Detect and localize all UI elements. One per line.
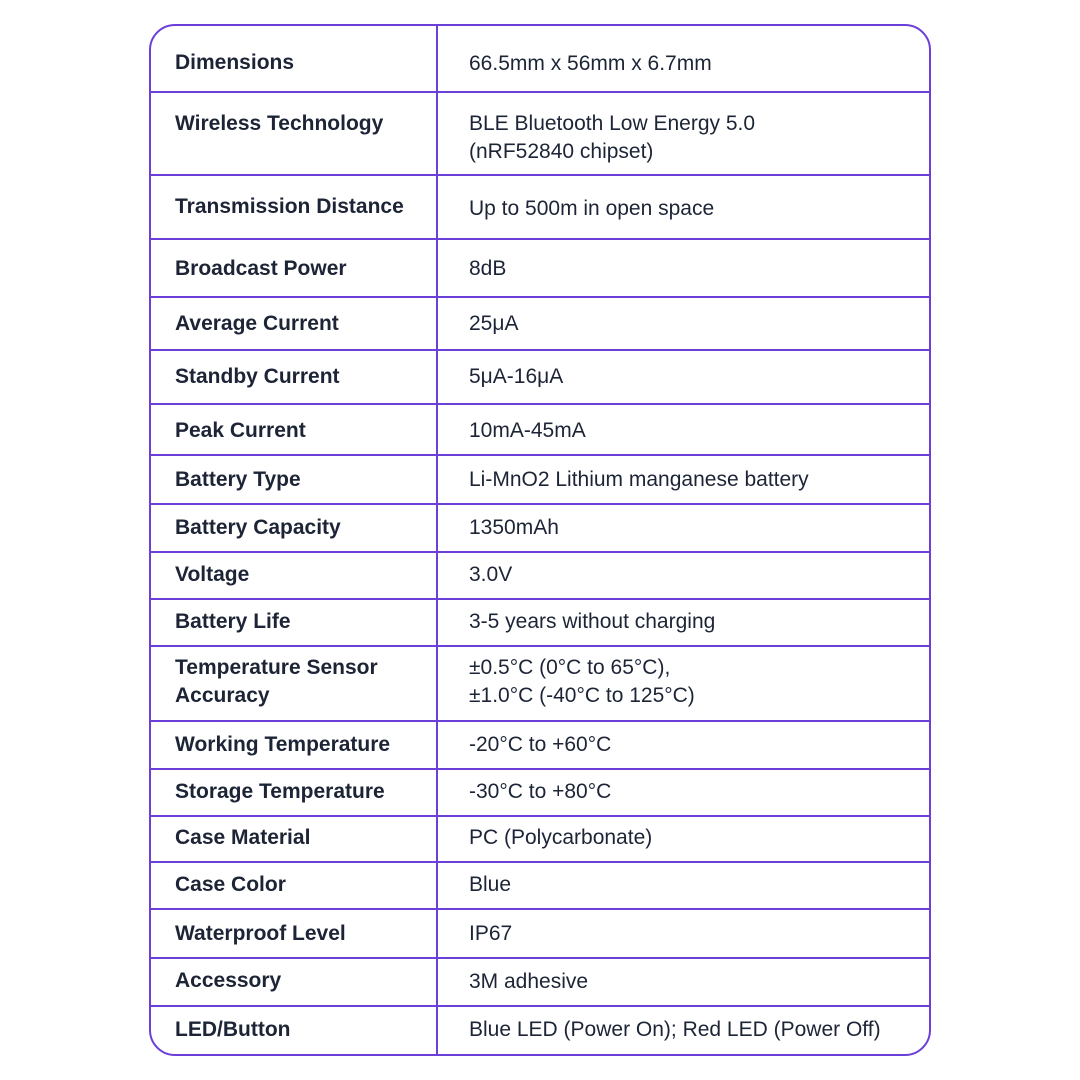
spec-label: Transmission Distance (175, 195, 404, 218)
spec-label: Working Temperature (175, 733, 391, 756)
spec-value: ±0.5°C (0°C to 65°C), ±1.0°C (-40°C to 125°C) (469, 656, 695, 707)
spec-label: Broadcast Power (175, 257, 347, 280)
spec-row-accessory (151, 959, 929, 1007)
spec-row-led-button (151, 1007, 929, 1054)
spec-value: 3M adhesive (469, 970, 589, 993)
spec-label: Case Color (175, 873, 286, 896)
spec-row-case-color (151, 863, 929, 910)
spec-value: 25μA (469, 312, 519, 335)
spec-row-transmission-distance (151, 176, 929, 240)
spec-label: Voltage (175, 563, 250, 586)
spec-value: -20°C to +60°C (469, 733, 612, 756)
spec-value: 66.5mm x 56mm x 6.7mm (469, 52, 712, 75)
spec-label: Case Material (175, 826, 311, 849)
spec-row-broadcast-power (151, 240, 929, 298)
spec-value: Blue LED (Power On); Red LED (Power Off) (469, 1018, 881, 1041)
spec-row-wireless-technology (151, 93, 929, 176)
spec-table (149, 24, 931, 1056)
spec-label: Waterproof Level (175, 922, 346, 945)
spec-value: 3-5 years without charging (469, 610, 716, 633)
spec-label: Storage Temperature (175, 780, 385, 803)
spec-row-waterproof-level (151, 910, 929, 959)
spec-label: Standby Current (175, 365, 340, 388)
spec-value: 10mA-45mA (469, 419, 586, 442)
spec-label: Battery Capacity (175, 516, 341, 539)
spec-row-battery-type (151, 456, 929, 505)
spec-value: Blue (469, 873, 512, 896)
spec-row-peak-current (151, 405, 929, 456)
spec-value: 8dB (469, 257, 507, 280)
spec-label: Peak Current (175, 419, 306, 442)
spec-label: Average Current (175, 312, 339, 335)
spec-row-battery-life (151, 600, 929, 647)
spec-value: Up to 500m in open space (469, 197, 715, 220)
spec-label: Accessory (175, 969, 282, 992)
spec-label: Battery Life (175, 610, 291, 633)
spec-row-battery-capacity (151, 505, 929, 553)
spec-row-temperature-sensor-accuracy (151, 647, 929, 722)
spec-value: IP67 (469, 922, 513, 945)
spec-label: Dimensions (175, 51, 295, 74)
spec-row-storage-temperature (151, 770, 929, 817)
spec-value: PC (Polycarbonate) (469, 826, 653, 849)
spec-label: Battery Type (175, 468, 301, 491)
spec-value: -30°C to +80°C (469, 780, 612, 803)
spec-value: 5μA-16μA (469, 365, 564, 388)
spec-label: Temperature Sensor Accuracy (175, 656, 378, 707)
spec-value: 1350mAh (469, 516, 559, 539)
spec-row-working-temperature (151, 722, 929, 770)
spec-value: 3.0V (469, 563, 513, 586)
spec-label: LED/Button (175, 1018, 291, 1041)
spec-row-case-material (151, 817, 929, 863)
spec-row-voltage (151, 553, 929, 600)
spec-row-standby-current (151, 351, 929, 405)
spec-row-average-current (151, 298, 929, 351)
spec-label: Wireless Technology (175, 112, 384, 135)
spec-value: BLE Bluetooth Low Energy 5.0 (nRF52840 chipset) (469, 112, 756, 163)
spec-row-dimensions (151, 26, 929, 93)
spec-value: Li-MnO2 Lithium manganese battery (469, 468, 809, 491)
